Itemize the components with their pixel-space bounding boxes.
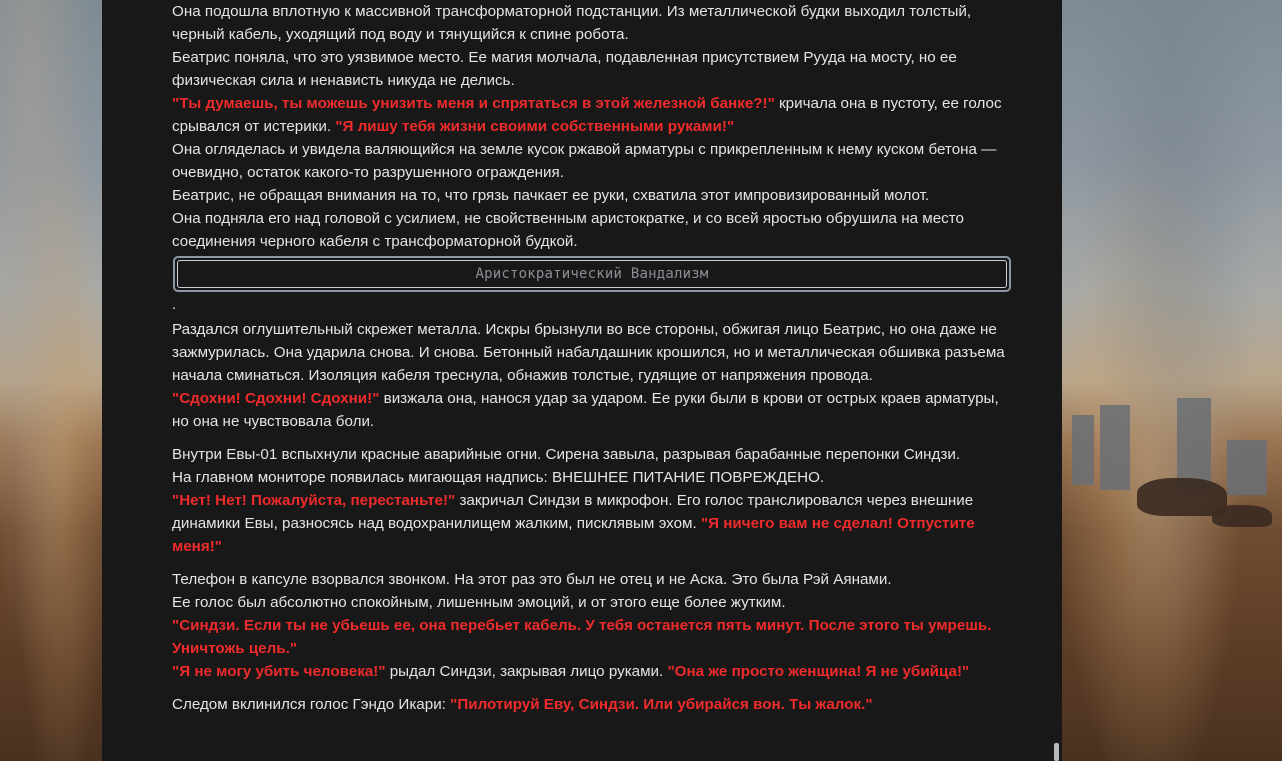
story-paragraph <box>172 92 1014 138</box>
story-block-3 <box>172 443 1014 558</box>
scrollbar-thumb[interactable] <box>1054 743 1059 761</box>
separator-dot: . <box>172 296 177 313</box>
narration-text: визжала она, нанося удар за ударом. Ее руки были в крови от острых краев арматуры, но она не чувствовала боли. <box>172 390 999 430</box>
story-paragraph <box>172 207 1014 253</box>
dialogue-text: "Нет! Нет! Пожалуйста, перестаньте!" <box>172 492 456 509</box>
dialogue-text: "Я лишу тебя жизни своими собственными руками!" <box>335 118 735 135</box>
narration-text: закричал Синдзи в микрофон. Его голос транслировался через внешние динамики Евы, разносясь над водохранилищем жалким, писклявым эхом. <box>172 492 974 532</box>
narration-text: Она огляделась и увидела валяющийся на земле кусок ржавой арматуры с прикрепленным к нему куском бетона — очевидно, остаток какого-то разрушенного ограждения. <box>172 141 997 181</box>
narration-text: Она подошла вплотную к массивной трансформаторной подстанции. Из металлической будки выходил толстый, черный кабель, уходящий под воду и тянущийся к спине робота. <box>172 3 972 43</box>
narration-text: Телефон в капсуле взорвался звонком. На этот раз это был не отец и не Аска. Это была Рэй Аянами. <box>172 571 892 588</box>
story-paragraph <box>172 0 1014 46</box>
narration-text: Внутри Евы-01 вспыхнули красные аварийные огни. Сирена завыла, разрывая барабанные перепонки Синдзи. <box>172 446 961 463</box>
story-paragraph <box>172 693 1014 716</box>
story-block-5 <box>172 693 1014 716</box>
story-block-4 <box>172 568 1014 683</box>
story-paragraph <box>172 387 1014 433</box>
story-paragraph <box>172 591 1014 614</box>
narration-text: Она подняла его над головой с усилием, не свойственным аристократке, и со всей яростью обрушила на место соединения черного кабеля с трансформаторной будкой. <box>172 210 964 250</box>
dialogue-text: "Сдохни! Сдохни! Сдохни!" <box>172 390 380 407</box>
story-content <box>172 0 1014 716</box>
ruin-tower <box>1100 405 1130 490</box>
ruin-tower <box>1072 415 1094 485</box>
story-paragraph <box>172 184 1014 207</box>
narration-text: рыдал Синдзи, закрывая лицо руками. <box>385 663 668 680</box>
narration-text: На главном мониторе появилась мигающая надпись: ВНЕШНЕЕ ПИТАНИЕ ПОВРЕЖДЕНО. <box>172 469 825 486</box>
story-paragraph <box>172 466 1014 489</box>
ruin-tower <box>1227 440 1267 495</box>
narration-text: Ее голос был абсолютно спокойным, лишенным эмоций, и от этого еще более жутким. <box>172 594 786 611</box>
story-block-2 <box>172 318 1014 433</box>
story-panel <box>102 0 1062 761</box>
narration-text: Беатрис, не обращая внимания на то, что грязь пачкает ее руки, схватила этот импровизированный молот. <box>172 187 930 204</box>
narration-text: кричала она в пустоту, ее голос срывался от истерики. <box>172 95 1002 135</box>
narration-text: Раздался оглушительный скрежет металла. Искры брызнули во все стороны, обжигая лицо Беатрис, но она даже не зажмурилась. Она ударила снова. И снова. Бетонный набалдашник крошился, но и металлическая обшивка разъема начала сминаться. Изоляция кабеля треснула, обнажив толстые, гудящие от напряжения провода. <box>172 321 1005 384</box>
story-paragraph <box>172 660 1014 683</box>
story-paragraph <box>172 138 1014 184</box>
dialogue-text: "Синдзи. Если ты не убьешь ее, она перебьет кабель. У тебя останется пять минут. После этого ты умрешь. Уничтожь цель." <box>172 617 992 657</box>
story-paragraph <box>172 489 1014 558</box>
story-block-top <box>172 0 1014 253</box>
background-left-haze <box>0 0 102 761</box>
narration-text: Следом вклинился голос Гэндо Икари: <box>172 696 451 713</box>
rock <box>1212 505 1272 527</box>
action-button[interactable] <box>173 256 1011 292</box>
dialogue-text: "Я не могу убить человека!" <box>172 663 386 680</box>
dialogue-text: "Она же просто женщина! Я не убийца!" <box>667 663 970 680</box>
dialogue-text: "Пилотируй Еву, Синдзи. Или убирайся вон. Ты жалок." <box>450 696 873 713</box>
story-paragraph <box>172 614 1014 660</box>
action-button-label: Аристократический Вандализм <box>177 260 1007 288</box>
story-paragraph <box>172 46 1014 92</box>
background-right-scene <box>1062 0 1282 761</box>
story-paragraph <box>172 318 1014 387</box>
story-paragraph <box>172 443 1014 466</box>
dialogue-text: "Я ничего вам не сделал! Отпустите меня!" <box>172 515 975 555</box>
narration-text: Беатрис поняла, что это уязвимое место. Ее магия молчала, подавленная присутствием Рууда на мосту, но ее физическая сила и ненависть никуда не делись. <box>172 49 957 89</box>
dialogue-text: "Ты думаешь, ты можешь унизить меня и спрятаться в этой железной банке?!" <box>172 95 775 112</box>
story-paragraph <box>172 568 1014 591</box>
